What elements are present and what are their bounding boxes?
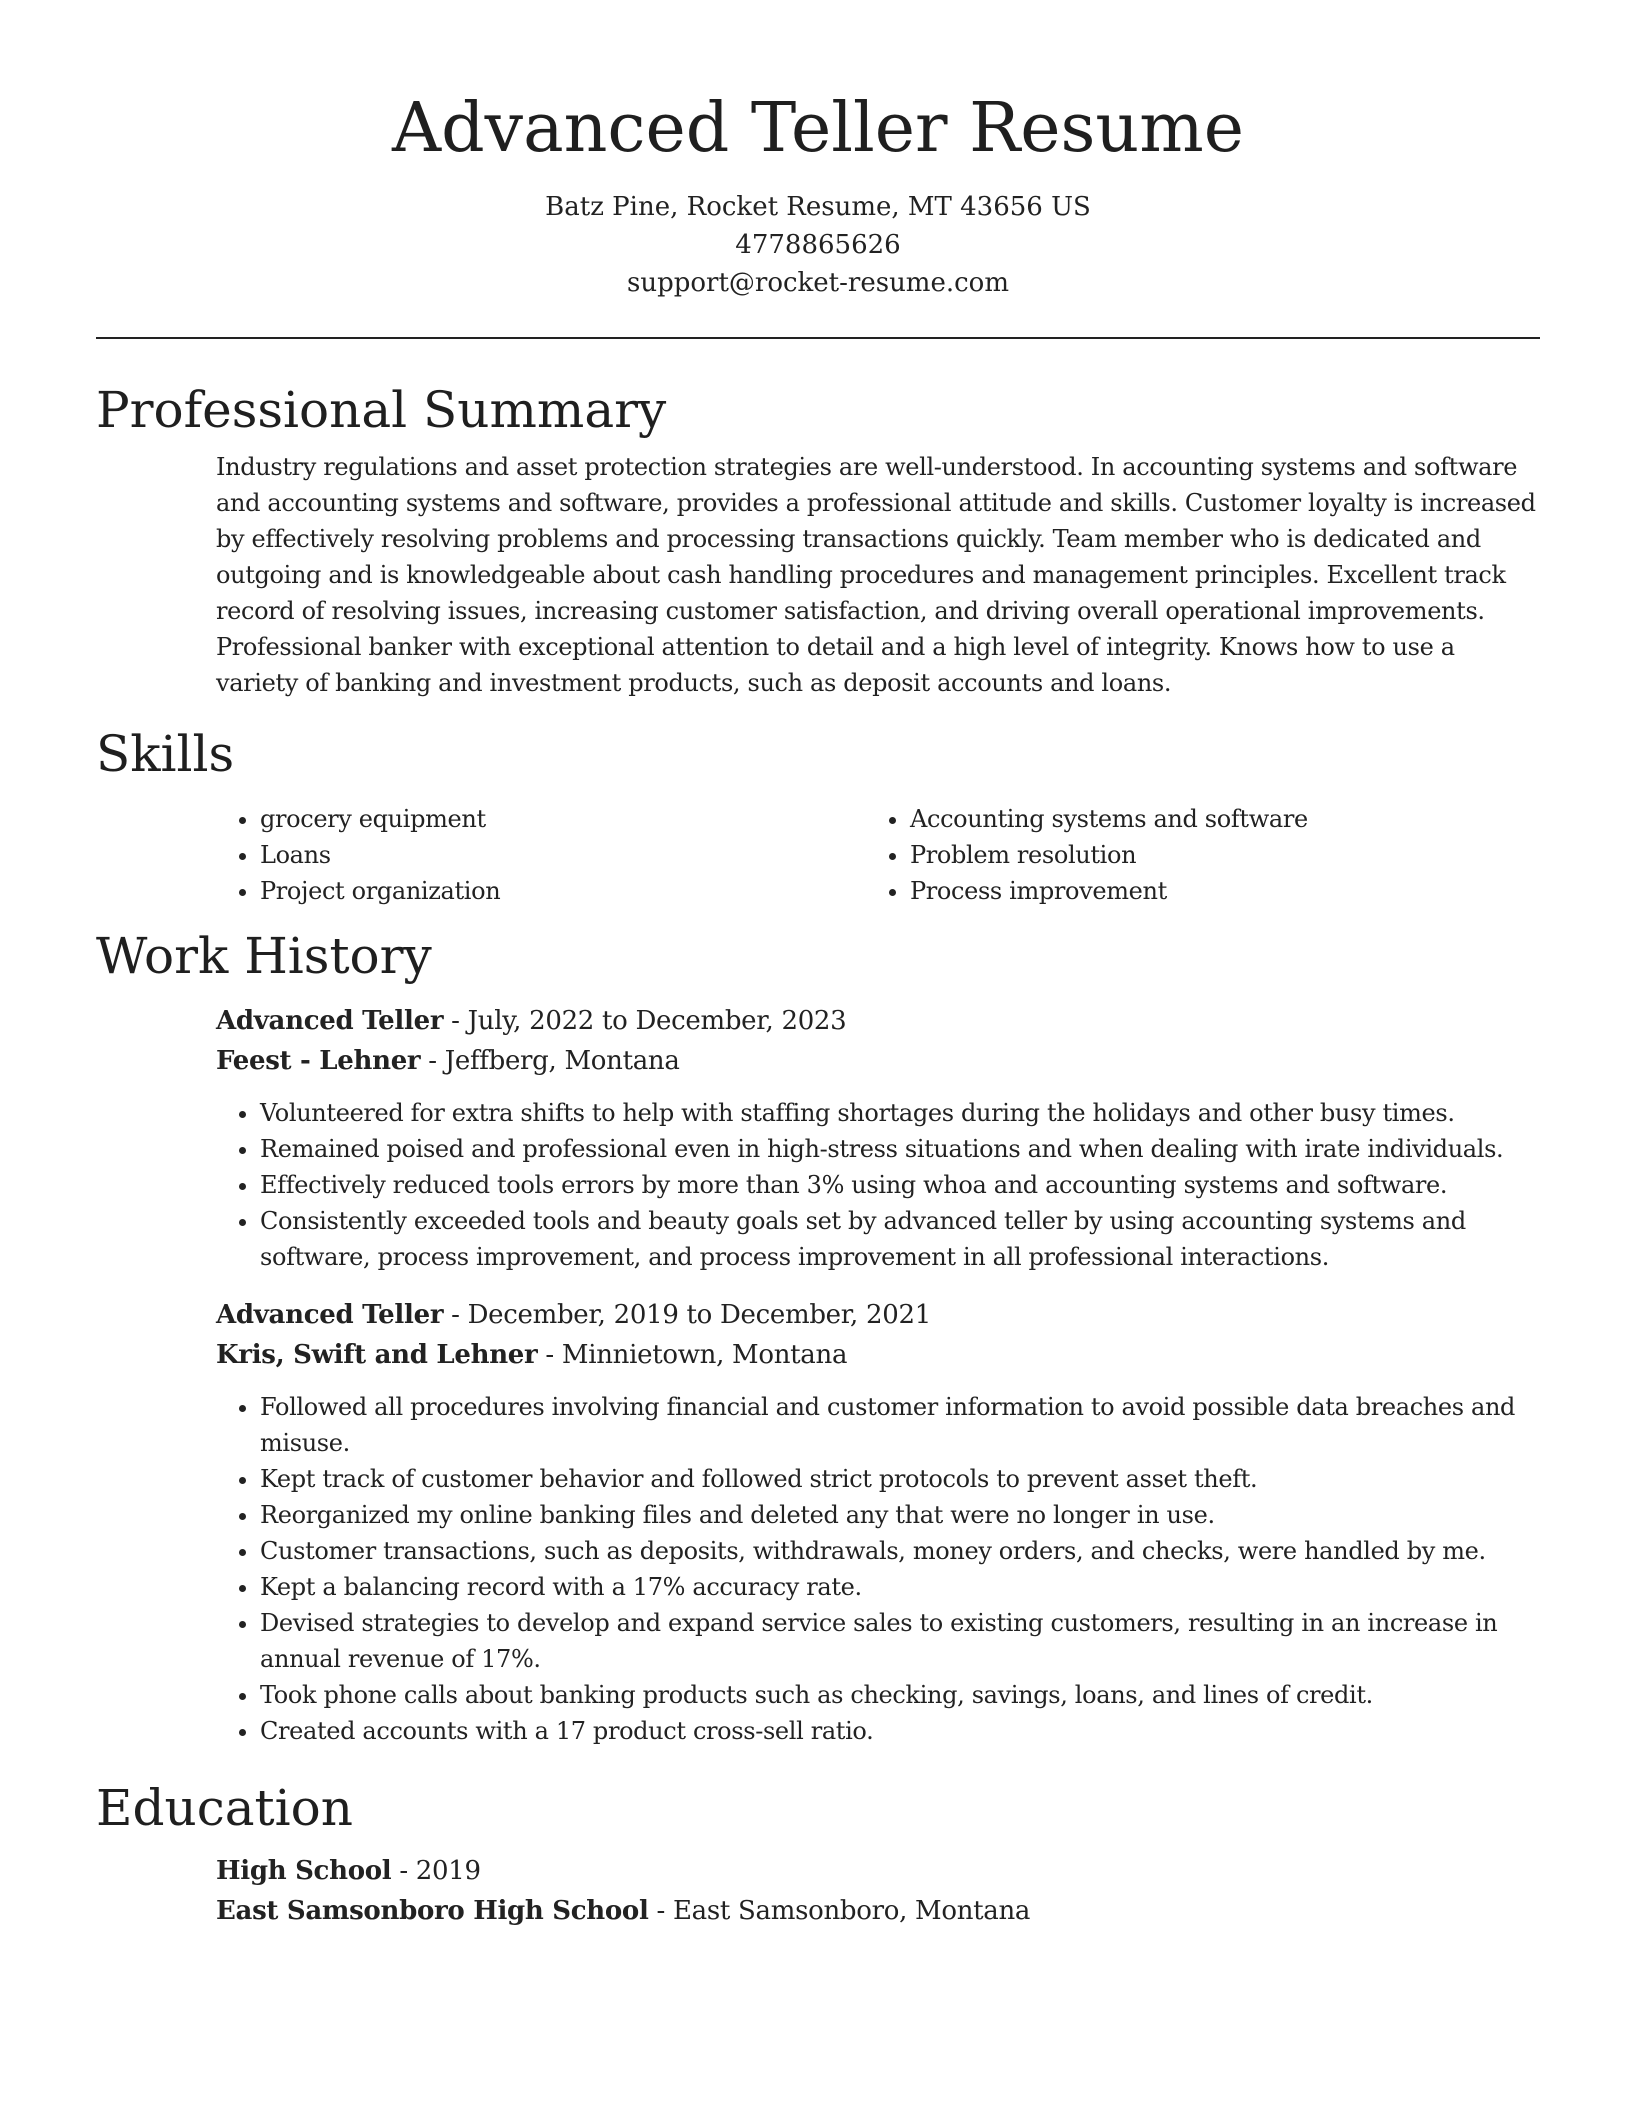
education-school: East Samsonboro High School	[216, 1896, 649, 1926]
job-bullet: • Followed all procedures involving financial and customer information to avoid possible data breaches and misuse.	[260, 1389, 1540, 1461]
job-dates: - December, 2019 to December, 2021	[443, 1300, 931, 1330]
skills-column-left	[216, 801, 866, 909]
job-bullet: • Reorganized my online banking files and deleted any that were no longer in use.	[260, 1497, 1540, 1533]
job-location: - Minnietown, Montana	[537, 1340, 848, 1370]
job-title-line	[216, 1295, 1540, 1335]
job-bullet: • Remained poised and professional even in high-stress situations and when dealing with irate individuals.	[260, 1131, 1540, 1167]
job-entry	[216, 1295, 1540, 1749]
resume-header	[96, 0, 1540, 302]
job-bullet: • Customer transactions, such as deposits, withdrawals, money orders, and checks, were handled by me.	[260, 1533, 1540, 1569]
education-heading: Education	[96, 1779, 353, 1837]
education-location: - East Samsonboro, Montana	[648, 1896, 1031, 1926]
job-position: Advanced Teller	[216, 1006, 444, 1036]
job-bullet: • Effectively reduced tools errors by more than 3% using whoa and accounting systems and software.	[260, 1167, 1540, 1203]
resume-title: Advanced Teller Resume	[392, 89, 1244, 168]
education-year: - 2019	[391, 1856, 481, 1886]
job-title-line	[216, 1001, 1540, 1041]
work-history-section	[96, 925, 1540, 1749]
contact-phone: 4778865626	[735, 230, 901, 260]
work-history-heading: Work History	[96, 927, 432, 985]
summary-section	[96, 379, 1540, 701]
job-bullet: • Created accounts with a 17 product cross-sell ratio.	[260, 1713, 1540, 1749]
skill-item: • grocery equipment	[260, 801, 866, 837]
education-degree-line	[216, 1851, 1540, 1891]
skills-column-right	[866, 801, 1516, 909]
skill-item: • Accounting systems and software	[910, 801, 1516, 837]
skill-item: • Project organization	[260, 873, 866, 909]
job-bullet: • Took phone calls about banking products such as checking, savings, loans, and lines of credit.	[260, 1677, 1540, 1713]
job-position: Advanced Teller	[216, 1300, 444, 1330]
job-bullet: • Kept a balancing record with a 17% accuracy rate.	[260, 1569, 1540, 1605]
job-employer: Kris, Swift and Lehner	[216, 1340, 538, 1370]
contact-address: Batz Pine, Rocket Resume, MT 43656 US	[545, 192, 1091, 222]
job-bullet: • Consistently exceeded tools and beauty goals set by advanced teller by using accounting systems and software, process improvement, and process improvement in all professional interactions.	[260, 1203, 1540, 1275]
summary-text: Industry regulations and asset protection strategies are well-understood. In accounting systems and software and accounting systems and software, provides a professional attitude and skills. Customer loyalty is increased by effectively resolving problems and processing transactions quickly. Team member who is dedicated and outgoing and is knowledgeable about cash handling procedures and management principles. Excellent track record of resolving issues, increasing customer satisfaction, and driving overall operational improvements. Professional banker with exceptional attention to detail and a high level of integrity. Knows how to use a variety of banking and investment products, such as deposit accounts and loans.	[216, 453, 1536, 697]
job-bullet-list	[216, 1095, 1540, 1275]
job-employer-line	[216, 1041, 1540, 1081]
job-dates: - July, 2022 to December, 2023	[443, 1006, 847, 1036]
contact-email: support@rocket-resume.com	[626, 268, 1009, 298]
summary-heading: Professional Summary	[96, 381, 667, 439]
skills-section	[96, 723, 1540, 909]
job-employer: Feest - Lehner	[216, 1046, 421, 1076]
job-bullet: • Devised strategies to develop and expand service sales to existing customers, resulting in an increase in annual revenue of 17%.	[260, 1605, 1540, 1677]
job-entry	[216, 1001, 1540, 1275]
education-section	[96, 1777, 1540, 1931]
skill-item: • Loans	[260, 837, 866, 873]
resume-page	[96, 0, 1540, 1931]
job-bullet: • Volunteered for extra shifts to help with staffing shortages during the holidays and other busy times.	[260, 1095, 1540, 1131]
job-bullet-list	[216, 1389, 1540, 1749]
education-school-line	[216, 1891, 1540, 1931]
education-degree: High School	[216, 1856, 392, 1886]
job-location: - Jeffberg, Montana	[420, 1046, 680, 1076]
skills-heading: Skills	[96, 725, 235, 783]
skill-item: • Process improvement	[910, 873, 1516, 909]
skills-grid	[216, 801, 1540, 909]
skill-item: • Problem resolution	[910, 837, 1516, 873]
job-employer-line	[216, 1335, 1540, 1375]
header-divider	[96, 337, 1540, 339]
job-bullet: • Kept track of customer behavior and followed strict protocols to prevent asset theft.	[260, 1461, 1540, 1497]
